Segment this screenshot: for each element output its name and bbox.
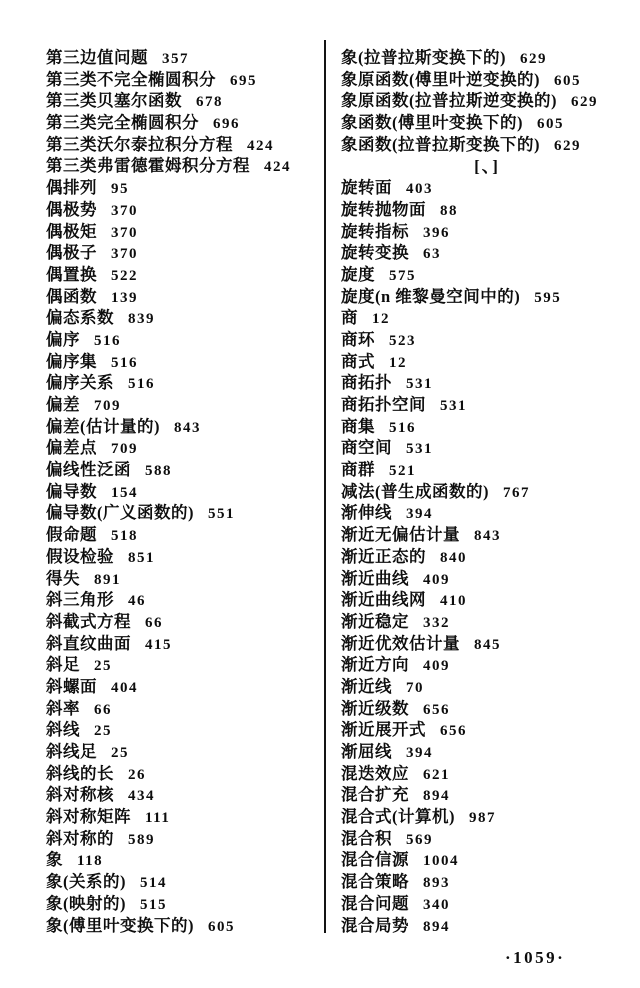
entry-page-number: 409 (423, 658, 450, 675)
index-entry (341, 218, 633, 240)
index-entry (341, 521, 633, 543)
entry-page-number: 588 (145, 463, 172, 480)
index-entry (341, 456, 633, 478)
index-entry (46, 478, 320, 500)
entry-term: 偏导数(广义函数的) (46, 503, 194, 523)
index-entry (341, 803, 633, 825)
entry-page-number: 518 (111, 528, 138, 545)
index-entry (46, 738, 320, 760)
index-entry (46, 825, 320, 847)
entry-page-number: 111 (145, 810, 171, 827)
entry-page-number: 709 (111, 441, 138, 458)
index-entry (46, 174, 320, 196)
entry-term: 斜对称核 (46, 785, 114, 805)
entry-term: 偏导数 (46, 481, 97, 501)
entry-term: 渐近正态的 (341, 546, 426, 566)
entry-page-number: 621 (423, 766, 450, 783)
entry-page-number: 656 (440, 723, 467, 740)
index-entry (46, 44, 320, 66)
entry-page-number: 894 (423, 788, 450, 805)
entry-term: 混迭效应 (341, 763, 409, 783)
entry-term: 商拓扑 (341, 373, 392, 393)
entry-term: 斜螺面 (46, 676, 97, 696)
index-entry (46, 391, 320, 413)
entry-page-number: 696 (213, 116, 240, 133)
index-entry (341, 391, 633, 413)
entry-term: 渐屈线 (341, 742, 392, 761)
entry-page-number: 516 (128, 376, 155, 393)
entry-term: 偏序关系 (46, 373, 114, 393)
index-entry (46, 326, 320, 348)
entry-page-number: 357 (162, 51, 189, 67)
entry-term: 得失 (46, 568, 80, 588)
entry-term: 象原函数(拉普拉斯逆变换的) (341, 91, 557, 111)
entry-term: 第三边值问题 (46, 48, 148, 67)
entry-term: 渐近方向 (341, 655, 409, 675)
entry-page-number: 154 (111, 484, 138, 501)
entry-page-number: 66 (145, 614, 163, 631)
entry-page-number: 605 (554, 72, 581, 89)
entry-term: 偏差点 (46, 438, 97, 458)
index-entry (46, 499, 320, 521)
index-entry (46, 66, 320, 88)
entry-page-number: 629 (520, 51, 547, 67)
entry-page-number: 118 (77, 853, 104, 870)
entry-page-number: 678 (196, 94, 223, 111)
index-entry (46, 218, 320, 240)
entry-page-number: 12 (389, 354, 407, 371)
entry-term: 混合局势 (341, 915, 409, 935)
entry-term: 商式 (341, 351, 375, 371)
entry-term: 渐近曲线 (341, 568, 409, 588)
index-entry (341, 890, 633, 912)
index-entry (341, 781, 633, 803)
index-entry (341, 174, 633, 196)
entry-term: 混合问题 (341, 893, 409, 913)
index-entry (341, 66, 633, 88)
index-entry (341, 586, 633, 608)
entry-page-number: 516 (389, 419, 416, 436)
index-entry (46, 586, 320, 608)
entry-term: 偏序 (46, 329, 80, 349)
index-entry (341, 283, 633, 305)
index-entry (46, 239, 320, 261)
index-entry (341, 196, 633, 218)
entry-term: 第三类不完全椭圆积分 (46, 69, 216, 89)
entry-page-number: 987 (469, 810, 496, 827)
index-entry (341, 369, 633, 391)
index-entry (341, 760, 633, 782)
entry-term: 象 (46, 850, 63, 870)
entry-term: 渐近曲线网 (341, 590, 426, 610)
index-entry (46, 348, 320, 370)
entry-page-number: 843 (474, 528, 501, 545)
index-entry (341, 348, 633, 370)
entry-page-number: 894 (423, 918, 450, 935)
index-entry (46, 651, 320, 673)
entry-term: 假设检验 (46, 546, 114, 566)
entry-term: 商集 (341, 416, 375, 436)
entry-term: 偶极矩 (46, 221, 97, 241)
entry-term: 第三类贝塞尔函数 (46, 91, 182, 111)
entry-term: 渐近优效估计量 (341, 633, 460, 653)
index-column-left (46, 44, 320, 933)
index-entry (46, 109, 320, 131)
index-entry (341, 499, 633, 521)
entry-term: 偏线性泛函 (46, 460, 131, 480)
column-divider-rule (324, 40, 326, 933)
entry-page-number: 839 (128, 311, 155, 328)
index-entry (341, 109, 633, 131)
entry-term: 混合信源 (341, 850, 409, 870)
entry-term: 斜截式方程 (46, 611, 131, 631)
entry-term: 斜对称的 (46, 828, 114, 848)
entry-page-number: 1004 (423, 853, 459, 870)
entry-page-number: 523 (389, 332, 416, 349)
index-entry (46, 673, 320, 695)
entry-term: 混合策略 (341, 872, 409, 892)
entry-term: 商拓扑空间 (341, 395, 426, 414)
section-header: [、] (474, 157, 500, 177)
entry-page-number: 415 (145, 636, 172, 653)
entry-page-number: 46 (128, 593, 146, 610)
entry-term: 偶极势 (46, 199, 97, 219)
entry-term: 偏序集 (46, 351, 97, 371)
entry-term: 旋度(n 维黎曼空间中的) (341, 286, 521, 306)
entry-page-number: 589 (128, 831, 155, 848)
entry-page-number: 629 (571, 94, 598, 111)
index-entry (46, 304, 320, 326)
entry-term: 象(傅里叶变换下的) (46, 915, 194, 935)
entry-term: 混合积 (341, 828, 392, 848)
index-entry (341, 326, 633, 348)
index-entry (341, 413, 633, 435)
entry-page-number: 332 (423, 614, 450, 631)
index-entry (46, 716, 320, 738)
index-entry (341, 304, 633, 326)
entry-page-number: 531 (406, 376, 433, 393)
index-entry (46, 413, 320, 435)
index-entry (46, 87, 320, 109)
entry-page-number: 424 (264, 159, 291, 176)
index-entry (46, 803, 320, 825)
entry-term: 渐近级数 (341, 698, 409, 718)
entry-page-number: 522 (111, 267, 138, 284)
entry-term: 象函数(拉普拉斯变换下的) (341, 134, 540, 154)
entry-page-number: 370 (111, 224, 138, 241)
entry-page-number: 403 (406, 181, 433, 198)
entry-term: 减法(普生成函数的) (341, 481, 489, 501)
entry-term: 渐伸线 (341, 503, 392, 523)
index-entry (341, 131, 633, 153)
entry-term: 商 (341, 308, 358, 328)
index-entry (341, 630, 633, 652)
entry-term: 偶极子 (46, 243, 97, 263)
index-entry (341, 543, 633, 565)
entry-term: 偏态系数 (46, 308, 114, 328)
index-entry (46, 131, 320, 153)
entry-page-number: 410 (440, 593, 467, 610)
entry-term: 斜对称矩阵 (46, 807, 131, 827)
entry-page-number: 515 (140, 896, 167, 913)
entry-page-number: 695 (230, 72, 257, 89)
entry-term: 第三类弗雷德霍姆积分方程 (46, 156, 250, 176)
entry-page-number: 409 (423, 571, 450, 588)
entry-page-number: 95 (111, 181, 129, 198)
entry-page-number: 595 (534, 289, 562, 306)
entry-term: 旋转指标 (341, 221, 409, 241)
index-entry (341, 87, 633, 109)
entry-page-number: 63 (423, 246, 441, 263)
entry-page-number: 340 (423, 896, 450, 913)
entry-term: 象(映射的) (46, 893, 126, 913)
entry-term: 象函数(傅里叶变换下的) (341, 113, 523, 133)
index-entry (341, 846, 633, 868)
entry-term: 渐近无偏估计量 (341, 525, 460, 545)
entry-page-number: 394 (406, 745, 433, 761)
index-entry (46, 261, 320, 283)
entry-page-number: 25 (94, 723, 112, 740)
entry-page-number: 516 (94, 332, 121, 349)
entry-page-number: 25 (94, 658, 112, 675)
entry-page-number: 531 (406, 441, 433, 458)
entry-page-number: 605 (208, 918, 235, 935)
entry-page-number: 605 (537, 116, 564, 133)
entry-term: 商群 (341, 460, 375, 480)
entry-term: 第三类沃尔泰拉积分方程 (46, 134, 233, 154)
entry-term: 旋度 (341, 264, 375, 284)
entry-term: 偶置换 (46, 264, 97, 284)
entry-page-number: 629 (554, 137, 581, 154)
entry-term: 假命题 (46, 525, 97, 545)
entry-term: 第三类完全椭圆积分 (46, 113, 199, 133)
entry-page-number: 25 (111, 745, 129, 761)
entry-page-number: 893 (423, 875, 450, 892)
entry-term: 斜三角形 (46, 590, 114, 610)
index-entry (46, 152, 320, 174)
entry-page-number: 404 (111, 679, 138, 696)
index-entry (46, 456, 320, 478)
entry-page-number: 521 (389, 463, 416, 480)
index-entry (341, 651, 633, 673)
entry-page-number: 843 (174, 419, 201, 436)
entry-page-number: 551 (208, 506, 235, 523)
entry-term: 商环 (341, 329, 375, 349)
entry-page-number: 370 (111, 202, 138, 219)
index-entry (46, 781, 320, 803)
entry-term: 斜线的长 (46, 763, 114, 783)
entry-page-number: 845 (474, 636, 501, 653)
index-entry (46, 283, 320, 305)
index-entry (46, 521, 320, 543)
entry-page-number: 851 (128, 549, 155, 566)
index-entry (341, 239, 633, 261)
entry-term: 偏差(估计量的) (46, 416, 160, 436)
entry-page-number: 26 (128, 766, 146, 783)
index-entry (46, 196, 320, 218)
index-entry (46, 868, 320, 890)
index-entry (46, 760, 320, 782)
index-entry (341, 716, 633, 738)
entry-page-number: 891 (94, 571, 121, 588)
index-entry (341, 608, 633, 630)
index-entry (46, 846, 320, 868)
entry-term: 混合式(计算机) (341, 807, 455, 827)
index-column-right (341, 44, 633, 933)
index-entry (46, 890, 320, 912)
entry-term: 混合扩充 (341, 785, 409, 805)
entry-page-number: 70 (406, 679, 424, 696)
entry-term: 旋转面 (341, 178, 392, 198)
index-entry (46, 434, 320, 456)
entry-term: 斜足 (46, 655, 80, 675)
index-entry (341, 261, 633, 283)
entry-term: 象(拉普拉斯变换下的) (341, 48, 506, 67)
index-entry (46, 608, 320, 630)
index-entry (341, 912, 633, 934)
index-entry (46, 695, 320, 717)
entry-page-number: 66 (94, 701, 112, 718)
index-entry (46, 912, 320, 934)
index-entry (46, 369, 320, 391)
entry-term: 偶排列 (46, 178, 97, 198)
entry-term: 象(关系的) (46, 872, 126, 892)
entry-term: 斜率 (46, 698, 80, 718)
entry-page-number: 424 (247, 137, 274, 154)
entry-page-number: 139 (111, 289, 138, 306)
entry-page-number: 516 (111, 354, 138, 371)
entry-term: 渐近展开式 (341, 720, 426, 740)
entry-term: 商空间 (341, 438, 392, 458)
entry-term: 渐近稳定 (341, 611, 409, 631)
index-entry (341, 868, 633, 890)
entry-page-number: 394 (406, 506, 433, 523)
entry-term: 偏差 (46, 395, 80, 414)
entry-term: 斜直纹曲面 (46, 633, 131, 653)
entry-page-number: 709 (94, 398, 121, 414)
entry-page-number: 840 (440, 549, 467, 566)
entry-term: 旋转抛物面 (341, 199, 426, 219)
entry-page-number: 767 (503, 484, 530, 501)
entry-term: 斜线足 (46, 742, 97, 761)
entry-page-number: 531 (440, 398, 467, 414)
entry-term: 象原函数(傅里叶逆变换的) (341, 69, 540, 89)
index-entry (341, 673, 633, 695)
entry-page-number: 434 (128, 788, 155, 805)
entry-page-number: 88 (440, 202, 458, 219)
entry-term: 旋转变换 (341, 243, 409, 263)
entry-page-number: 569 (406, 831, 433, 848)
entry-term: 偶函数 (46, 286, 97, 306)
index-entry (341, 695, 633, 717)
entry-term: 渐近线 (341, 676, 392, 696)
entry-page-number: 575 (389, 267, 416, 284)
index-entry (341, 565, 633, 587)
entry-term: 斜线 (46, 720, 80, 740)
index-entry (46, 543, 320, 565)
index-entry (341, 478, 633, 500)
index-entry (46, 565, 320, 587)
index-entry (341, 825, 633, 847)
index-entry (341, 434, 633, 456)
index-entry (341, 738, 633, 760)
index-entry (46, 630, 320, 652)
entry-page-number: 656 (423, 701, 450, 718)
entry-page-number: 370 (111, 246, 138, 263)
entry-page-number: 514 (140, 875, 167, 892)
page-number: ·1059· (505, 948, 566, 967)
index-entry (341, 44, 633, 66)
entry-page-number: 12 (372, 311, 390, 328)
entry-page-number: 396 (423, 224, 450, 241)
